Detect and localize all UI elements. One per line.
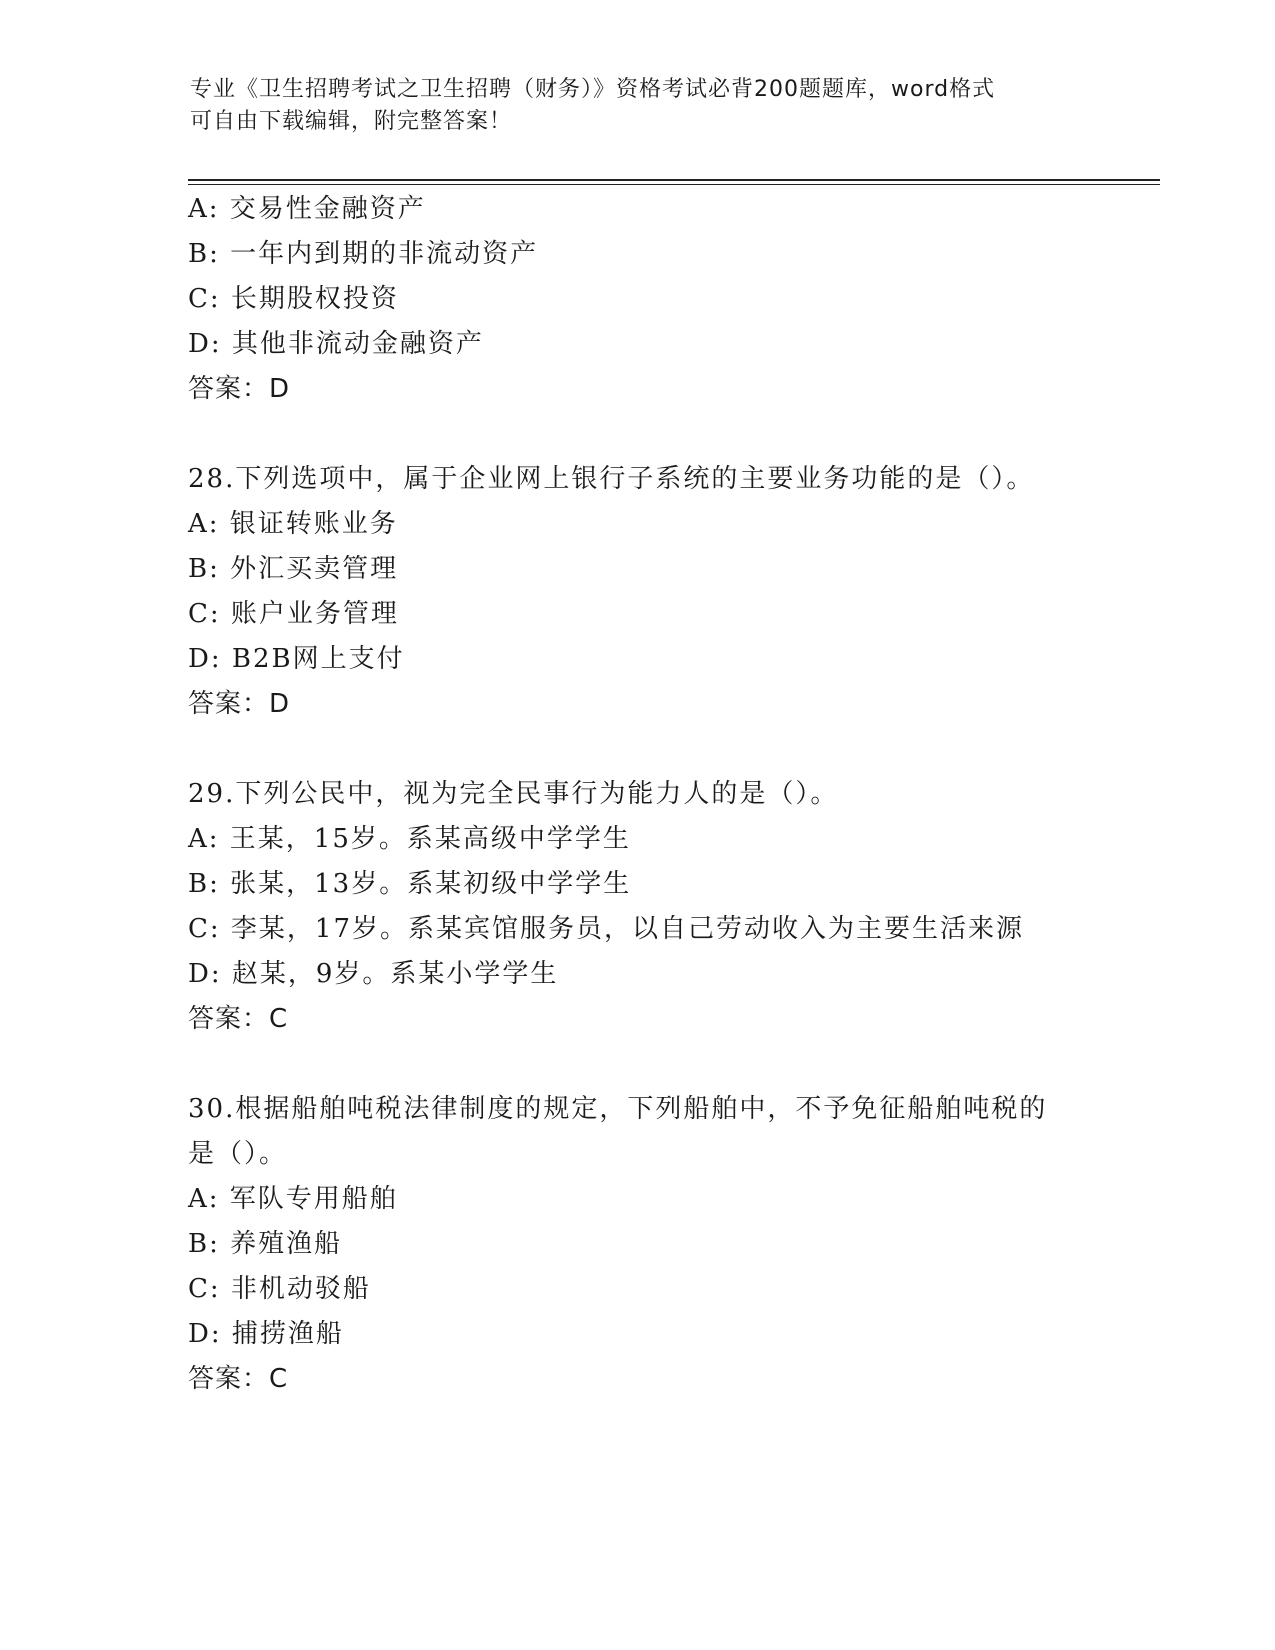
document-header [190,74,1090,138]
q27-answer: 答案：D [188,374,291,404]
header-line-1: 专业《卫生招聘考试之卫生招聘（财务）》资格考试必背200题题库，word格式 [190,77,996,102]
q27-option-d: D: 其他非流动金融资产 [188,329,484,359]
q30-option-a: A: 军队专用船舶 [188,1184,398,1214]
header-divider-thin [188,184,1160,185]
q30-question-line-1: 30.根据船舶吨税法律制度的规定，下列船舶中，不予免征船舶吨税的 [188,1094,1048,1124]
q28-answer: 答案：D [188,689,291,719]
header-line-2: 可自由下载编辑，附完整答案！ [190,109,513,134]
q28-option-c: C: 账户业务管理 [188,599,399,629]
q30-option-b: B: 养殖渔船 [188,1229,343,1259]
q30-option-c: C: 非机动驳船 [188,1274,371,1304]
q28-option-d: D: B2B网上支付 [188,644,405,674]
q30-answer: 答案：C [188,1364,289,1394]
q28-option-b: B: 外汇买卖管理 [188,554,399,584]
q27-option-a: A: 交易性金融资产 [188,194,426,224]
q29-option-c: C: 李某，17岁。系某宾馆服务员，以自己劳动收入为主要生活来源 [188,914,1025,944]
q28-option-a: A: 银证转账业务 [188,509,398,539]
q29-answer: 答案：C [188,1004,289,1034]
q27-option-c: C: 长期股权投资 [188,284,399,314]
q29-option-b: B: 张某，13岁。系某初级中学学生 [188,869,632,899]
q29-option-d: D: 赵某，9岁。系某小学学生 [188,959,559,989]
q27-option-b: B: 一年内到期的非流动资产 [188,239,539,269]
header-divider-thick [188,179,1160,181]
q29-question: 29.下列公民中，视为完全民事行为能力人的是（）。 [188,779,839,809]
q29-option-a: A: 王某，15岁。系某高级中学学生 [188,824,631,854]
q28-question: 28.下列选项中，属于企业网上银行子系统的主要业务功能的是（）。 [188,464,1035,494]
q30-option-d: D: 捕捞渔船 [188,1319,344,1349]
q30-question-line-2: 是（）。 [188,1139,288,1169]
